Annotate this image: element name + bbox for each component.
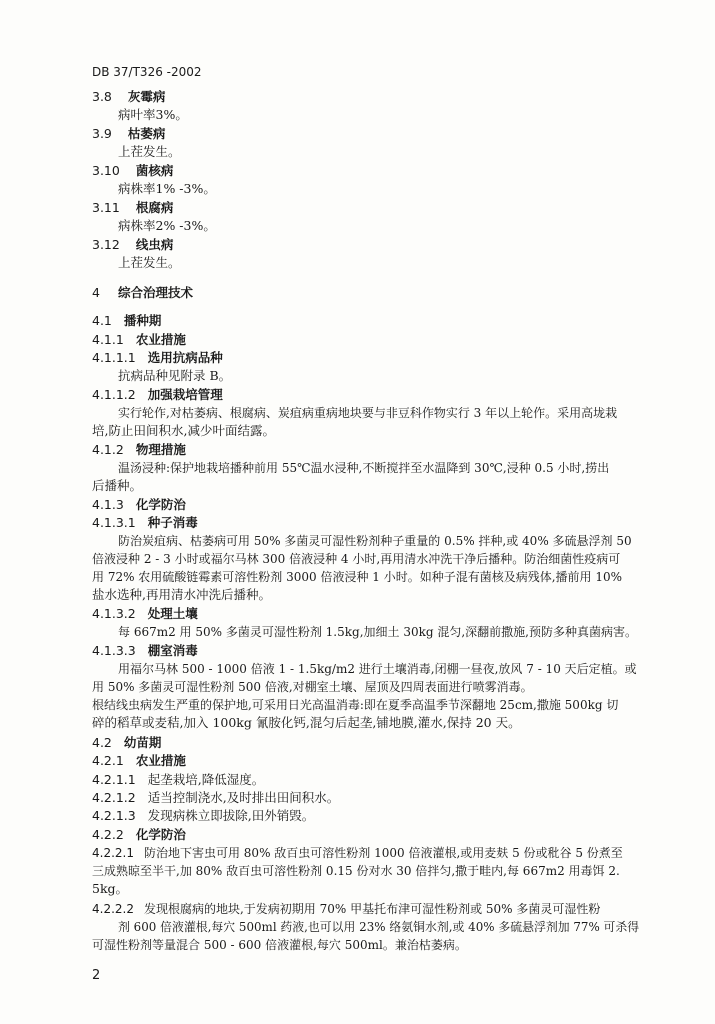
item-text: 发现病株立即拔除,田外销毁。 bbox=[147, 808, 315, 823]
section-title: 根腐病 bbox=[135, 200, 174, 215]
body-text: 倍液浸种 2 - 3 小时或福尔马林 300 倍液浸种 4 小时,再用清水冲洗干净后播种。防治细菌性疫病可 bbox=[92, 552, 621, 566]
item-text: 发现根腐病的地块,于发病初期用 70% 甲基托布津可湿性粉剂或 50% 多菌灵可湿性粉 bbox=[143, 902, 601, 916]
section-3-12 bbox=[92, 237, 173, 253]
body-text: 用福尔马林 500 - 1000 倍液 1 - 1.5kg/m2 进行土壤消毒,闭棚一昼夜,放风 7 - 10 天后定植。或 bbox=[118, 662, 637, 676]
heading-4-1-3-2 bbox=[92, 606, 198, 622]
heading-title: 加强栽培管理 bbox=[147, 387, 223, 402]
document-code: DB 37/T326 -2002 bbox=[92, 65, 202, 79]
heading-title: 物理措施 bbox=[135, 442, 186, 457]
item-4-2-1-3 bbox=[92, 808, 314, 824]
body-text: 每 667m2 用 50% 多菌灵可湿性粉剂 1.5kg,加细土 30kg 混匀,深翻前撒施,预防多种真菌病害。 bbox=[118, 625, 637, 639]
body-text: 培,防止田间积水,减少叶面结露。 bbox=[92, 423, 275, 438]
body-text: 实行轮作,对枯萎病、根腐病、炭疽病重病地块要与非豆科作物实行 3 年以上轮作。采用高垅栽 bbox=[118, 406, 618, 420]
item-4-2-2-2 bbox=[92, 901, 600, 917]
heading-4-2 bbox=[92, 735, 161, 751]
heading-4-2-1 bbox=[92, 753, 186, 769]
body-text: 剂 600 倍液灌根,每穴 500ml 药液,也可以用 23% 络氨铜水剂,或 40% 多硫悬浮剂加 77% 可杀得 bbox=[118, 920, 640, 934]
heading-number: 4.1.1 bbox=[92, 332, 124, 347]
heading-4-1-2 bbox=[92, 442, 186, 458]
item-number: 4.2.1.1 bbox=[92, 772, 136, 787]
section-3-9 bbox=[92, 126, 165, 142]
body-text: 盐水选种,再用清水冲洗后播种。 bbox=[92, 587, 271, 602]
heading-4-1-1 bbox=[92, 332, 186, 348]
heading-number: 4.1.3 bbox=[92, 497, 124, 512]
body-text: 三成熟晾至半干,加 80% 敌百虫可溶性粉剂 0.15 份对水 30 倍拌匀,撒于畦内,每 667m2 用毒饵 2. bbox=[92, 864, 620, 878]
heading-title: 农业措施 bbox=[135, 332, 186, 347]
heading-number: 4.2.1 bbox=[92, 753, 124, 768]
section-number: 3.8 bbox=[92, 89, 112, 104]
section-3-10 bbox=[92, 163, 173, 179]
heading-number: 4.1 bbox=[92, 313, 112, 328]
section-number: 3.10 bbox=[92, 163, 120, 178]
heading-title: 化学防治 bbox=[135, 497, 186, 512]
item-4-2-1-2 bbox=[92, 790, 339, 806]
heading-title: 处理土壤 bbox=[147, 606, 198, 621]
item-number: 4.2.2.1 bbox=[92, 846, 134, 860]
item-4-2-2-1 bbox=[92, 845, 623, 861]
item-text: 防治地下害虫可用 80% 敌百虫可溶性粉剂 1000 倍液灌根,或用麦麸 5 份或秕谷 5 份煮至 bbox=[143, 846, 623, 860]
heading-4-1-1-2 bbox=[92, 387, 223, 403]
chapter-heading bbox=[92, 285, 193, 301]
section-3-8 bbox=[92, 89, 165, 105]
heading-title: 播种期 bbox=[123, 313, 162, 328]
body-text: 温汤浸种:保护地栽培播种前用 55℃温水浸种,不断搅拌至水温降到 30℃,浸种 0.5 小时,捞出 bbox=[118, 461, 610, 475]
heading-number: 4.1.1.1 bbox=[92, 350, 136, 365]
item-text: 起垄栽培,降低湿度。 bbox=[147, 772, 265, 787]
item-4-2-1-1 bbox=[92, 772, 264, 788]
body-text: 病株率2% -3%。 bbox=[118, 218, 216, 233]
section-3-11 bbox=[92, 200, 173, 216]
heading-4-2-2 bbox=[92, 827, 186, 843]
heading-number: 4.1.3.1 bbox=[92, 515, 136, 530]
heading-title: 化学防治 bbox=[135, 827, 186, 842]
heading-title: 选用抗病品种 bbox=[147, 350, 223, 365]
section-title: 灰霉病 bbox=[127, 89, 166, 104]
item-text: 适当控制浇水,及时排出田间积水。 bbox=[147, 790, 340, 805]
body-text: 病叶率3%。 bbox=[118, 107, 188, 122]
body-text: 上茬发生。 bbox=[118, 255, 181, 270]
body-text: 抗病品种见附录 B。 bbox=[118, 368, 232, 383]
body-text: 用 72% 农用硫酸链霉素可溶性粉剂 3000 倍液浸种 1 小时。如种子混有菌核及病残体,播前用 10% bbox=[92, 570, 623, 584]
heading-4-1-3-3 bbox=[92, 643, 198, 659]
body-text: 用 50% 多菌灵可湿性粉剂 500 倍液,对棚室土壤、屋顶及四周表面进行喷雾消毒。 bbox=[92, 680, 533, 694]
heading-number: 4.2.2 bbox=[92, 827, 124, 842]
body-text: 根结线虫病发生严重的保护地,可采用日光高温消毒:即在夏季高温季节深翻地 25cm,撒施 500kg 切 bbox=[92, 698, 619, 712]
heading-title: 农业措施 bbox=[135, 753, 186, 768]
body-text: 5kg。 bbox=[92, 881, 129, 896]
heading-number: 4.1.2 bbox=[92, 442, 124, 457]
heading-title: 棚室消毒 bbox=[147, 643, 198, 658]
body-text: 后播种。 bbox=[92, 478, 143, 493]
heading-number: 4.1.3.3 bbox=[92, 643, 136, 658]
chapter-title: 综合治理技术 bbox=[117, 285, 193, 300]
heading-number: 4.1.1.2 bbox=[92, 387, 136, 402]
body-text: 碎的稻草或麦秸,加入 100kg 氰胺化钙,混匀后起垄,铺地膜,灌水,保持 20 天。 bbox=[92, 715, 521, 730]
heading-number: 4.1.3.2 bbox=[92, 606, 136, 621]
item-number: 4.2.2.2 bbox=[92, 902, 134, 916]
heading-4-1-3-1 bbox=[92, 515, 198, 531]
heading-title: 种子消毒 bbox=[147, 515, 198, 530]
heading-4-1-3 bbox=[92, 497, 186, 513]
item-number: 4.2.1.3 bbox=[92, 808, 136, 823]
heading-4-1-1-1 bbox=[92, 350, 223, 366]
body-text: 病株率1% -3%。 bbox=[118, 181, 216, 196]
heading-4-1 bbox=[92, 313, 161, 329]
section-title: 枯萎病 bbox=[127, 126, 166, 141]
body-text: 上茬发生。 bbox=[118, 144, 181, 159]
section-number: 3.9 bbox=[92, 126, 112, 141]
section-number: 3.12 bbox=[92, 237, 120, 252]
body-text: 可湿性粉剂等量混合 500 - 600 倍液灌根,每穴 500ml。兼治枯萎病。 bbox=[92, 938, 467, 952]
section-number: 3.11 bbox=[92, 200, 120, 215]
item-number: 4.2.1.2 bbox=[92, 790, 136, 805]
chapter-number: 4 bbox=[92, 285, 100, 300]
heading-title: 幼苗期 bbox=[123, 735, 162, 750]
body-text: 防治炭疽病、枯萎病可用 50% 多菌灵可湿性粉剂种子重量的 0.5% 拌种,或 40% 多硫悬浮剂 50 bbox=[118, 534, 632, 548]
section-title: 线虫病 bbox=[135, 237, 174, 252]
page-number: 2 bbox=[92, 968, 101, 983]
heading-number: 4.2 bbox=[92, 735, 112, 750]
section-title: 菌核病 bbox=[135, 163, 174, 178]
